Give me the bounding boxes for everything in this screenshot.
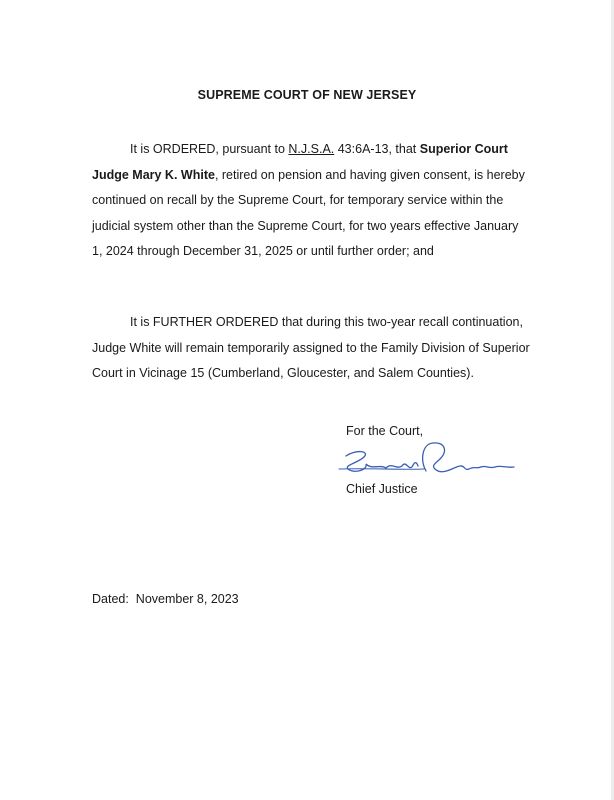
- order-body: , retired on pension and having given consent, is hereby continued on recall by the Supreme Court, for temporary service within the judicial system other than the Supreme Court, for two years effective January 1, 2024 through December 31, 2025 or until further order; and: [92, 167, 525, 258]
- document-title: SUPREME COURT OF NEW JERSEY: [197, 88, 417, 102]
- statute-citation: N.J.S.A.: [288, 142, 335, 156]
- dated-line: [92, 592, 239, 606]
- statute-section: 43:6A-13, that: [337, 142, 417, 156]
- dated-value: November 8, 2023: [135, 592, 239, 606]
- chief-justice-signature: [338, 440, 523, 482]
- further-order-text: It is FURTHER ORDERED that during this two-year recall continuation, Judge White will remain temporarily assigned to the Family Division of Superior Court in Vicinage 15 (Cumberland, Gloucester, and Salem Counties).: [92, 315, 530, 380]
- signature-title: Chief Justice: [346, 482, 418, 496]
- dated-label: Dated:: [92, 592, 129, 606]
- order-paragraph-1: [92, 137, 532, 265]
- order-lead: It is ORDERED, pursuant to: [130, 142, 285, 156]
- signature-closing: For the Court,: [346, 424, 424, 438]
- order-paragraph-2: [92, 310, 532, 387]
- judge-name: Superior Court Judge Mary K. White: [92, 142, 508, 182]
